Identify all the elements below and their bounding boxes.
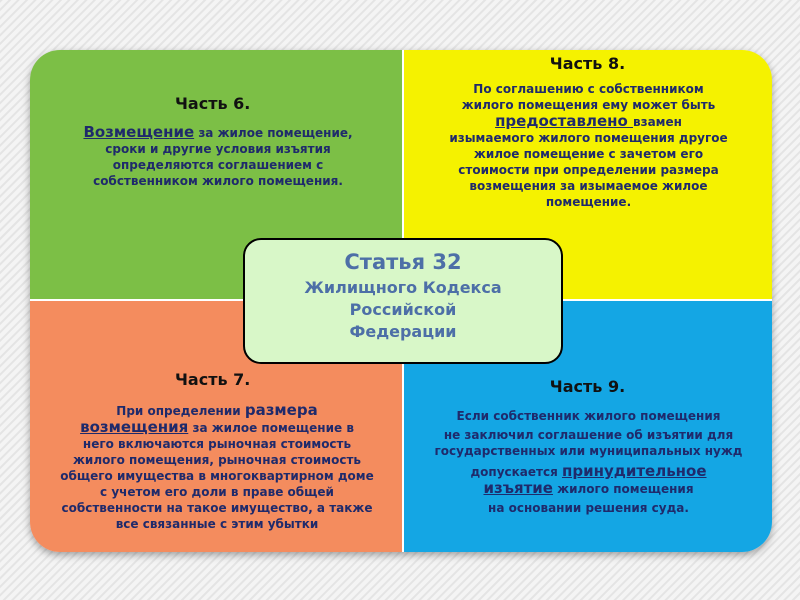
part9-emph4: принудительное <box>561 462 707 480</box>
part9-line1: Если собственник жилого помещения <box>456 409 721 423</box>
part7-line7: собственности на такое имущество, а также <box>61 501 373 515</box>
part9-text <box>411 408 766 516</box>
part8-emph: предоставлено <box>495 112 634 130</box>
part7-pre1: При определении <box>116 404 245 418</box>
part6-text <box>48 124 388 189</box>
part8-line6: стоимости при определении размера <box>458 163 719 177</box>
part7-rest2: за жилое помещение в <box>188 421 354 435</box>
part9-emph5: изъятие <box>483 479 553 497</box>
part9-line2: не заключил соглашение об изъятии для <box>443 428 734 442</box>
part6-line3: определяются соглашением с <box>112 158 324 172</box>
center-line2: Российской <box>349 300 457 319</box>
part8-title: Часть 8. <box>549 54 626 73</box>
part8-text <box>411 81 766 210</box>
part9-line3: государственных или муниципальных нужд <box>434 444 743 458</box>
part7-emph2: возмещения <box>80 418 189 436</box>
part8-rest3: взамен <box>633 115 682 129</box>
part7-line6: с учетом его доли в праве общей <box>100 485 334 499</box>
part8-line8: помещение. <box>545 195 632 209</box>
part9-title: Часть 9. <box>549 377 626 396</box>
part9-pre4: допускается <box>470 465 562 479</box>
part8-line7: возмещения за изымаемое жилое <box>469 179 708 193</box>
center-line1: Жилищного Кодекса <box>304 278 502 297</box>
part8-line4: изымаемого жилого помещения другое <box>449 131 728 145</box>
part6-title: Часть 6. <box>175 94 251 113</box>
part7-text <box>42 402 392 532</box>
part6-line4: собственником жилого помещения. <box>93 174 343 188</box>
part6-emph: Возмещение <box>83 123 195 141</box>
part9-line6: на основании решения суда. <box>488 501 689 515</box>
part6-rest1: за жилое помещение, <box>194 126 353 140</box>
part6-line2: сроки и другие условия изъятия <box>105 142 331 156</box>
part7-emph1: размера <box>244 401 318 419</box>
center-line3: Федерации <box>349 322 457 341</box>
center-subtitle <box>245 277 561 343</box>
part7-line8: все связанные с этим убытки <box>115 517 319 531</box>
part7-line3: него включаются рыночная стоимость <box>82 437 352 451</box>
part8-line5: жилое помещение с зачетом его <box>473 147 704 161</box>
center-title: Статья 32 <box>344 250 462 274</box>
part7-line4: жилого помещения, рыночная стоимость <box>72 453 362 467</box>
part8-line2: жилого помещения ему может быть <box>461 98 716 112</box>
part7-line5: общего имущества в многоквартирном доме <box>60 469 374 483</box>
part7-title: Часть 7. <box>175 370 251 389</box>
part9-rest5: жилого помещения <box>552 482 694 496</box>
part8-line1: По соглашению с собственником <box>473 82 704 96</box>
center-title-box <box>243 238 563 364</box>
